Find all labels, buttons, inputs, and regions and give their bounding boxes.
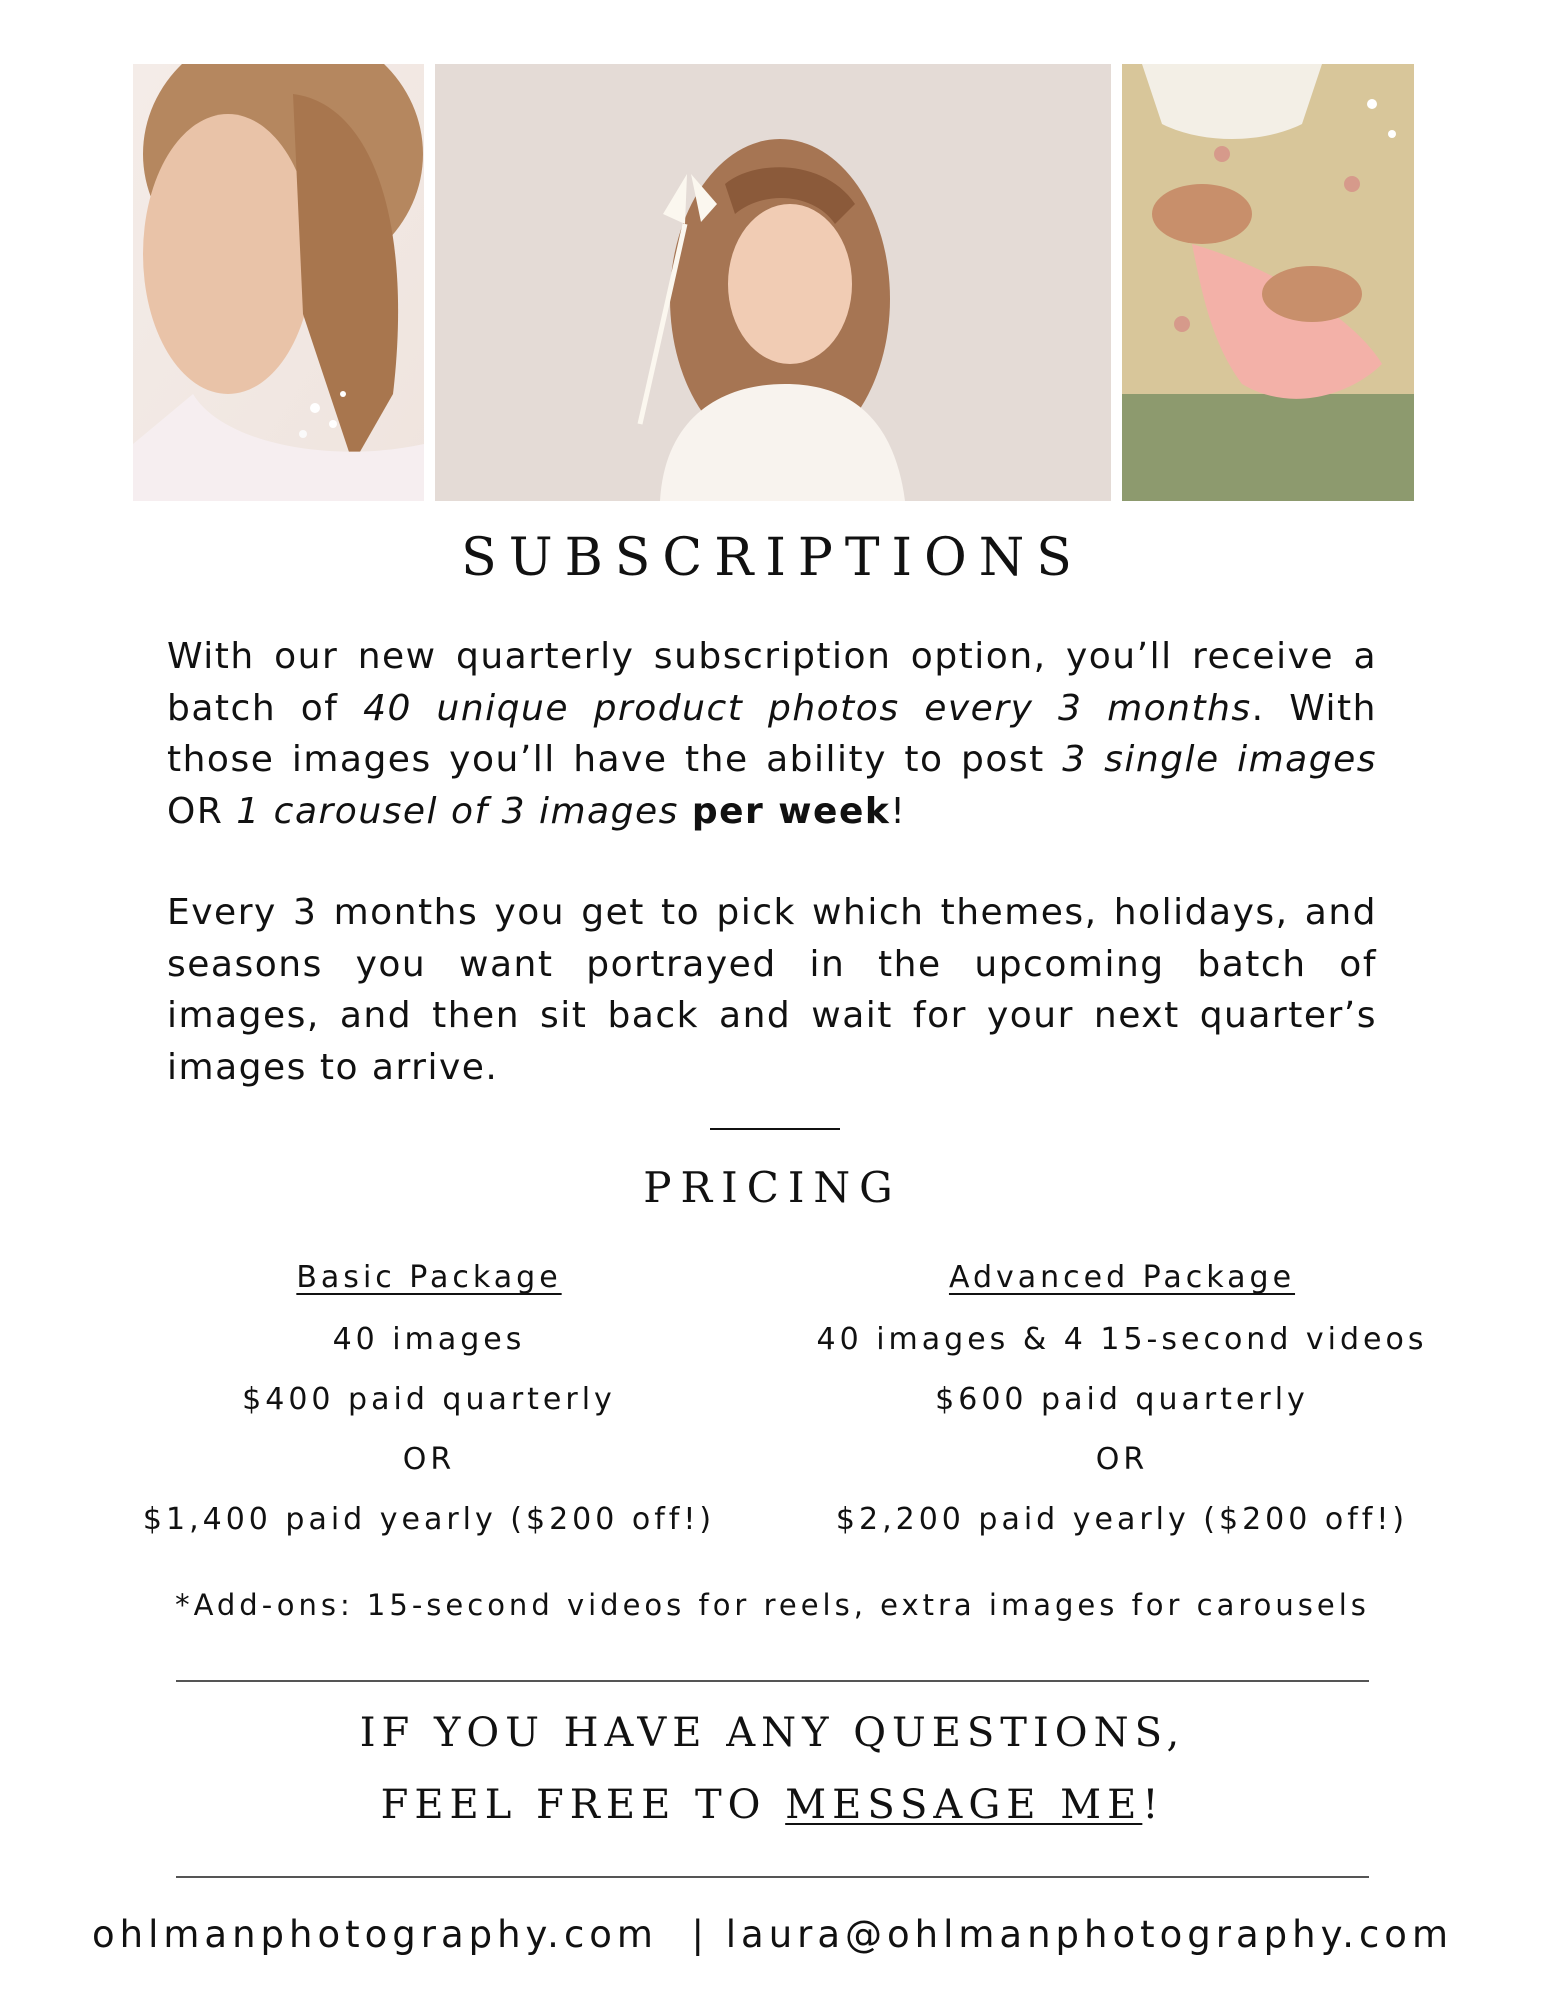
advanced-package-yearly-price: $2,200 paid yearly ($200 off!) [835,1502,1409,1537]
para1-italic-carousel: 1 carousel of 3 images [236,790,679,832]
para1-text-3: OR [167,790,237,832]
contact-top-divider [176,1680,1369,1682]
basic-package-yearly-price: $1,400 paid yearly ($200 off!) [142,1502,716,1537]
girl-profile-photo [133,64,424,501]
advanced-package [742,1248,1502,1550]
contact-line-1: IF YOU HAVE ANY QUESTIONS, [359,1710,1186,1756]
email-link[interactable]: laura@ohlmanphotography.com [725,1913,1453,1956]
para1-text-4 [679,791,692,832]
girl-bow-photo [435,64,1111,501]
para1-text-2: . With those images you’ll have the ability to post [167,687,1377,780]
contact-line-2 [0,1782,1545,1828]
subscription-themes-description: Every 3 months you get to pick which themes, holidays, and seasons you want portrayed in the upcoming batch of images, and then sit back and wait for your next quarter’s images to arrive. [167,892,1377,1088]
para1-text-5: ! [890,790,907,832]
section-divider [710,1128,840,1130]
advanced-package-quarterly-price: $600 paid quarterly [935,1382,1309,1417]
advanced-package-images-videos: 40 images & 4 15-second videos [816,1322,1428,1357]
para1-italic-photos: 40 unique product photos every 3 months [363,687,1252,729]
para1-bold-per-week: per week [691,790,891,832]
subscription-description [167,631,1377,837]
footer-separator-glyph: | [691,1913,709,1956]
contact-bottom-divider [176,1876,1369,1878]
pricing-title: PRICING [643,1163,902,1212]
basic-package-name: Basic Package [296,1260,562,1295]
subscriptions-title: SUBSCRIPTIONS [461,528,1084,588]
contact-suffix: ! [1142,1782,1165,1828]
para1-text-1: With our new quarterly subscription option, you’ll receive a batch of [167,636,1377,729]
contact-prefix: FEEL FREE TO [380,1782,786,1828]
basic-package [49,1248,809,1550]
floral-dress-bunny-photo [1122,64,1414,501]
footer-separator [658,1913,726,1956]
advanced-package-name: Advanced Package [948,1260,1296,1295]
website-link[interactable]: ohlmanphotography.com [92,1913,658,1956]
message-me-link[interactable]: MESSAGE ME [785,1782,1143,1828]
footer [0,1913,1545,1956]
basic-package-or: OR [402,1442,456,1477]
para1-italic-single: 3 single images [1062,739,1377,780]
add-ons-note: *Add-ons: 15-second videos for reels, extra images for carousels [175,1588,1370,1622]
advanced-package-or: OR [1095,1442,1149,1477]
basic-package-images: 40 images [332,1322,526,1357]
basic-package-quarterly-price: $400 paid quarterly [242,1382,616,1417]
